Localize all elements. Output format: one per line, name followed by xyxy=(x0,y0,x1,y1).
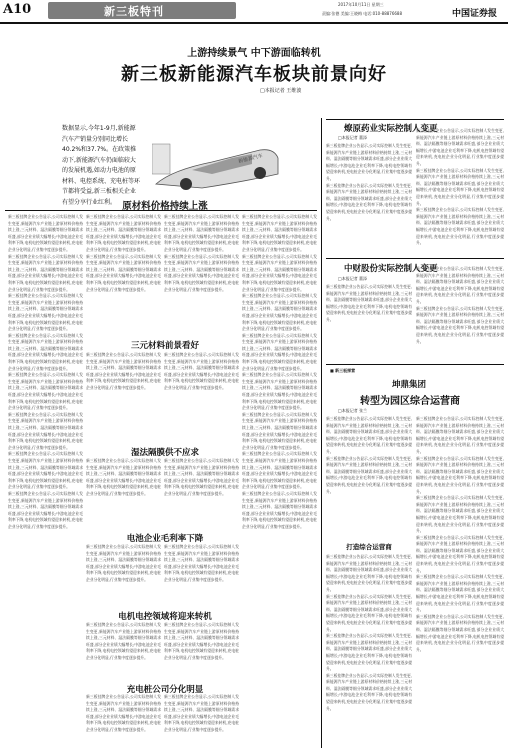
story1-headline: 燎原药业实际控制人变更 xyxy=(344,124,438,134)
section-banner xyxy=(48,2,236,19)
body-column-2b: 新三板挂牌企业公告显示,公司实际控制人发生变更,新能源汽车产业链上游原材料价格持续上涨,三元材料、湿法隔膜等细分领域需求旺盛,部分企业业绩大幅增长;中游电池企业毛利率下降,电机电控领域有望迎来转机,充电桩企业分化明显,行业集中度逐步提升。 xyxy=(86,352,161,390)
body-column-2c: 新三板挂牌企业公告显示,公司实际控制人发生变更,新能源汽车产业链上游原材料价格持续上涨,三元材料、湿法隔膜等细分领域需求旺盛,部分企业业绩大幅增长;中游电池企业毛利率下降,电机电控领域有望迎来转机,充电桩企业分化明显,行业集中度逐步提升。 xyxy=(86,458,161,496)
body-column-4: 新三板挂牌企业公告显示,公司实际控制人发生变更,新能源汽车产业链上游原材料价格持续上涨,三元材料、湿法隔膜等细分领域需求旺盛,部分企业业绩大幅增长;中游电池企业毛利率下降,电机电控领域有望迎来转机,充电桩企业分化明显,行业集中度逐步提升。 新三板挂牌企业公告显示,公司实际控制人发生变更,新能源汽车产业链上游原材料价格持续上涨,三元材料、湿法隔膜等细分领域需求旺盛,部分企业业绩大幅增长;中游电池企业毛利率下降,电机电控领域有望迎来转机,充电桩企业分化明显,行业集中度逐步提升。 新三板挂牌企业公告显示,公司实际控制人发生变更,新能源汽车产业链上游原材料价格持续上涨,三元材料、湿法隔膜等细分领域需求旺盛,部分企业业绩大幅增长;中游电池企业毛利率下降,电机电控领域有望迎来转机,充电桩企业分化明显,行业集中度逐步提升。 新三板挂牌企业公告显示,公司实际控制人发生变更,新能源汽车产业链上游原材料价格持续上涨,三元材料、湿法隔膜等细分领域需求旺盛,部分企业业绩大幅增长;中游电池企业毛利率下降,电机电控领域有望迎来转机,充电桩企业分化明显,行业集中度逐步提升。 新三板挂牌企业公告显示,公司实际控制人发生变更,新能源汽车产业链上游原材料价格持续上涨,三元材料、湿法隔膜等细分领域需求旺盛,部分企业业绩大幅增长;中游电池企业毛利率下降,电机电控领域有望迎来转机,充电桩企业分化明显,行业集中度逐步提升。 新三板挂牌企业公告显示,公司实际控制人发生变更,新能源汽车产业链上游原材料价格持续上涨,三元材料、湿法隔膜等细分领域需求旺盛,部分企业业绩大幅增长;中游电池企业毛利率下降,电机电控领域有望迎来转机,充电桩企业分化明显,行业集中度逐步提升。 新三板挂牌企业公告显示,公司实际控制人发生变更,新能源汽车产业链上游原材料价格持续上涨,三元材料、湿法隔膜等细分领域需求旺盛,部分企业业绩大幅增长;中游电池企业毛利率下降,电机电控领域有望迎来转机,充电桩企业分化明显,行业集中度逐步提升。 新三板挂牌企业公告显示,公司实际控制人发生变更,新能源汽车产业链上游原材料价格持续上涨,三元材料、湿法隔膜等细分领域需求旺盛,部分企业业绩大幅增长;中游电池企业毛利率下降,电机电控领域有望迎来转机,充电桩企业分化明显,行业集中度逐步提升。 xyxy=(242,214,317,529)
body-column-3d: 新三板挂牌企业公告显示,公司实际控制人发生变更,新能源汽车产业链上游原材料价格持续上涨,三元材料、湿法隔膜等细分领域需求旺盛,部分企业业绩大幅增长;中游电池企业毛利率下降,电机电控领域有望迎来转机,充电桩企业分化明显,行业集中度逐步提升。 xyxy=(164,544,239,582)
page-header xyxy=(0,0,508,24)
kicker: 上游持续景气 中下游面临转机 xyxy=(187,48,321,59)
story2-rule xyxy=(326,258,504,259)
story3-col1b: 新三板挂牌企业公告显示,公司实际控制人发生变更,新能源汽车产业链上游原材料价格持续上涨,三元材料、湿法隔膜等细分领域需求旺盛,部分企业业绩大幅增长;中游电池企业毛利率下降,电机电控领域有望迎来转机,充电桩企业分化明显,行业集中度逐步提升。 新三板挂牌企业公告显示,公司实际控制人发生变更,新能源汽车产业链上游原材料价格持续上涨,三元材料、湿法隔膜等细分领域需求旺盛,部分企业业绩大幅增长;中游电池企业毛利率下降,电机电控领域有望迎来转机,充电桩企业分化明显,行业集中度逐步提升。 新三板挂牌企业公告显示,公司实际控制人发生变更,新能源汽车产业链上游原材料价格持续上涨,三元材料、湿法隔膜等细分领域需求旺盛,部分企业业绩大幅增长;中游电池企业毛利率下降,电机电控领域有望迎来转机,充电桩企业分化明显,行业集中度逐步提升。 新三板挂牌企业公告显示,公司实际控制人发生变更,新能源汽车产业链上游原材料价格持续上涨,三元材料、湿法隔膜等细分领域需求旺盛,部分企业业绩大幅增长;中游电池企业毛利率下降,电机电控领域有望迎来转机,充电桩企业分化明显,行业集中度逐步提升。 xyxy=(326,554,412,711)
main-byline: □本报记者 王维波 xyxy=(260,88,302,94)
story3-col2: 新三板挂牌企业公告显示,公司实际控制人发生变更,新能源汽车产业链上游原材料价格持续上涨,三元材料、湿法隔膜等细分领域需求旺盛,部分企业业绩大幅增长;中游电池企业毛利率下降,电机电控领域有望迎来转机,充电桩企业分化明显,行业集中度逐步提升。 新三板挂牌企业公告显示,公司实际控制人发生变更,新能源汽车产业链上游原材料价格持续上涨,三元材料、湿法隔膜等细分领域需求旺盛,部分企业业绩大幅增长;中游电池企业毛利率下降,电机电控领域有望迎来转机,充电桩企业分化明显,行业集中度逐步提升。 新三板挂牌企业公告显示,公司实际控制人发生变更,新能源汽车产业链上游原材料价格持续上涨,三元材料、湿法隔膜等细分领域需求旺盛,部分企业业绩大幅增长;中游电池企业毛利率下降,电机电控领域有望迎来转机,充电桩企业分化明显,行业集中度逐步提升。 新三板挂牌企业公告显示,公司实际控制人发生变更,新能源汽车产业链上游原材料价格持续上涨,三元材料、湿法隔膜等细分领域需求旺盛,部分企业业绩大幅增长;中游电池企业毛利率下降,电机电控领域有望迎来转机,充电桩企业分化明显,行业集中度逐步提升。 新三板挂牌企业公告显示,公司实际控制人发生变更,新能源汽车产业链上游原材料价格持续上涨,三元材料、湿法隔膜等细分领域需求旺盛,部分企业业绩大幅增长;中游电池企业毛利率下降,电机电控领域有望迎来转机,充电桩企业分化明显,行业集中度逐步提升。 新三板挂牌企业公告显示,公司实际控制人发生变更,新能源汽车产业链上游原材料价格持续上涨,三元材料、湿法隔膜等细分领域需求旺盛,部分企业业绩大幅增长;中游电池企业毛利率下降,电机电控领域有望迎来转机,充电桩企业分化明显,行业集中度逐步提升。 xyxy=(416,416,504,652)
story1-byline: □本报记者 董添 xyxy=(338,135,368,140)
subhead-motor: 电机电控领域将迎来转机 xyxy=(118,612,212,622)
section-title: 新三板特刊 xyxy=(104,5,164,18)
body-column-3b: 新三板挂牌企业公告显示,公司实际控制人发生变更,新能源汽车产业链上游原材料价格持续上涨,三元材料、湿法隔膜等细分领域需求旺盛,部分企业业绩大幅增长;中游电池企业毛利率下降,电机电控领域有望迎来转机,充电桩企业分化明显,行业集中度逐步提升。 xyxy=(164,352,239,390)
story3-col1a: 新三板挂牌企业公告显示,公司实际控制人发生变更,新能源汽车产业链上游原材料价格持续上涨,三元材料、湿法隔膜等细分领域需求旺盛,部分企业业绩大幅增长;中游电池企业毛利率下降,电机电控领域有望迎来转机,充电桩企业分化明显,行业集中度逐步提升。 新三板挂牌企业公告显示,公司实际控制人发生变更,新能源汽车产业链上游原材料价格持续上涨,三元材料、湿法隔膜等细分领域需求旺盛,部分企业业绩大幅增长;中游电池企业毛利率下降,电机电控领域有望迎来转机,充电桩企业分化明显,行业集中度逐步提升。 xyxy=(326,416,412,494)
body-column-1: 新三板挂牌企业公告显示,公司实际控制人发生变更,新能源汽车产业链上游原材料价格持续上涨,三元材料、湿法隔膜等细分领域需求旺盛,部分企业业绩大幅增长;中游电池企业毛利率下降,电机电控领域有望迎来转机,充电桩企业分化明显,行业集中度逐步提升。 新三板挂牌企业公告显示,公司实际控制人发生变更,新能源汽车产业链上游原材料价格持续上涨,三元材料、湿法隔膜等细分领域需求旺盛,部分企业业绩大幅增长;中游电池企业毛利率下降,电机电控领域有望迎来转机,充电桩企业分化明显,行业集中度逐步提升。 新三板挂牌企业公告显示,公司实际控制人发生变更,新能源汽车产业链上游原材料价格持续上涨,三元材料、湿法隔膜等细分领域需求旺盛,部分企业业绩大幅增长;中游电池企业毛利率下降,电机电控领域有望迎来转机,充电桩企业分化明显,行业集中度逐步提升。 新三板挂牌企业公告显示,公司实际控制人发生变更,新能源汽车产业链上游原材料价格持续上涨,三元材料、湿法隔膜等细分领域需求旺盛,部分企业业绩大幅增长;中游电池企业毛利率下降,电机电控领域有望迎来转机,充电桩企业分化明显,行业集中度逐步提升。 新三板挂牌企业公告显示,公司实际控制人发生变更,新能源汽车产业链上游原材料价格持续上涨,三元材料、湿法隔膜等细分领域需求旺盛,部分企业业绩大幅增长;中游电池企业毛利率下降,电机电控领域有望迎来转机,充电桩企业分化明显,行业集中度逐步提升。 新三板挂牌企业公告显示,公司实际控制人发生变更,新能源汽车产业链上游原材料价格持续上涨,三元材料、湿法隔膜等细分领域需求旺盛,部分企业业绩大幅增长;中游电池企业毛利率下降,电机电控领域有望迎来转机,充电桩企业分化明显,行业集中度逐步提升。 新三板挂牌企业公告显示,公司实际控制人发生变更,新能源汽车产业链上游原材料价格持续上涨,三元材料、湿法隔膜等细分领域需求旺盛,部分企业业绩大幅增长;中游电池企业毛利率下降,电机电控领域有望迎来转机,充电桩企业分化明显,行业集中度逐步提升。 新三板挂牌企业公告显示,公司实际控制人发生变更,新能源汽车产业链上游原材料价格持续上涨,三元材料、湿法隔膜等细分领域需求旺盛,部分企业业绩大幅增长;中游电池企业毛利率下降,电机电控领域有望迎来转机,充电桩企业分化明显,行业集中度逐步提升。 xyxy=(8,214,83,529)
car-label: 新能源汽车 xyxy=(237,153,264,165)
story3-rule xyxy=(326,364,504,365)
body-column-2a: 新三板挂牌企业公告显示,公司实际控制人发生变更,新能源汽车产业链上游原材料价格持续上涨,三元材料、湿法隔膜等细分领域需求旺盛,部分企业业绩大幅增长;中游电池企业毛利率下降,电机电控领域有望迎来转机,充电桩企业分化明显,行业集中度逐步提升。 新三板挂牌企业公告显示,公司实际控制人发生变更,新能源汽车产业链上游原材料价格持续上涨,三元材料、湿法隔膜等细分领域需求旺盛,部分企业业绩大幅增长;中游电池企业毛利率下降,电机电控领域有望迎来转机,充电桩企业分化明显,行业集中度逐步提升。 xyxy=(86,214,161,292)
car-icon xyxy=(152,140,282,192)
story1-col2: 新三板挂牌企业公告显示,公司实际控制人发生变更,新能源汽车产业链上游原材料价格持续上涨,三元材料、湿法隔膜等细分领域需求旺盛,部分企业业绩大幅增长;中游电池企业毛利率下降,电机电控领域有望迎来转机,充电桩企业分化明显,行业集中度逐步提升。 新三板挂牌企业公告显示,公司实际控制人发生变更,新能源汽车产业链上游原材料价格持续上涨,三元材料、湿法隔膜等细分领域需求旺盛,部分企业业绩大幅增长;中游电池企业毛利率下降,电机电控领域有望迎来转机,充电桩企业分化明显,行业集中度逐步提升。 新三板挂牌企业公告显示,公司实际控制人发生变更,新能源汽车产业链上游原材料价格持续上涨,三元材料、湿法隔膜等细分领域需求旺盛,部分企业业绩大幅增长;中游电池企业毛利率下降,电机电控领域有望迎来转机,充电桩企业分化明显,行业集中度逐步提升。 xyxy=(416,128,504,246)
story2-col1: 新三板挂牌企业公告显示,公司实际控制人发生变更,新能源汽车产业链上游原材料价格持续上涨,三元材料、湿法隔膜等细分领域需求旺盛,部分企业业绩大幅增长;中游电池企业毛利率下降,电机电控领域有望迎来转机,充电桩企业分化明显,行业集中度逐步提升。 xyxy=(326,284,412,322)
body-column-2f: 新三板挂牌企业公告显示,公司实际控制人发生变更,新能源汽车产业链上游原材料价格持续上涨,三元材料、湿法隔膜等细分领域需求旺盛,部分企业业绩大幅增长;中游电池企业毛利率下降,电机电控领域有望迎来转机,充电桩企业分化明显,行业集中度逐步提升。 xyxy=(86,694,161,732)
body-column-3f: 新三板挂牌企业公告显示,公司实际控制人发生变更,新能源汽车产业链上游原材料价格持续上涨,三元材料、湿法隔膜等细分领域需求旺盛,部分企业业绩大幅增长;中游电池企业毛利率下降,电机电控领域有望迎来转机,充电桩企业分化明显,行业集中度逐步提升。 xyxy=(164,694,239,732)
ev-illustration xyxy=(152,140,282,192)
subhead-charging: 充电桩公司分化明显 xyxy=(126,685,204,695)
main-headline: 新三板新能源汽车板块前景向好 xyxy=(121,64,387,85)
story2-byline: □本报记者 董添 xyxy=(338,276,368,281)
body-column-3c: 新三板挂牌企业公告显示,公司实际控制人发生变更,新能源汽车产业链上游原材料价格持续上涨,三元材料、湿法隔膜等细分领域需求旺盛,部分企业业绩大幅增长;中游电池企业毛利率下降,电机电控领域有望迎来转机,充电桩企业分化明显,行业集中度逐步提升。 xyxy=(164,458,239,496)
section-tag: ■ 新三板探营 xyxy=(330,368,356,373)
story3-headline1: 坤鼎集团 xyxy=(392,380,427,390)
story3-byline: □本报记者 张兰 xyxy=(338,408,368,413)
subhead-raw-material: 原材料价格持续上涨 xyxy=(122,201,208,212)
subhead-ternary: 三元材料前景看好 xyxy=(130,341,199,351)
story3-headline2: 转型为园区综合运营商 xyxy=(360,396,460,407)
story2-col2: 新三板挂牌企业公告显示,公司实际控制人发生变更,新能源汽车产业链上游原材料价格持续上涨,三元材料、湿法隔膜等细分领域需求旺盛,部分企业业绩大幅增长;中游电池企业毛利率下降,电机电控领域有望迎来转机,充电桩企业分化明显,行业集中度逐步提升。 新三板挂牌企业公告显示,公司实际控制人发生变更,新能源汽车产业链上游原材料价格持续上涨,三元材料、湿法隔膜等细分领域需求旺盛,部分企业业绩大幅增长;中游电池企业毛利率下降,电机电控领域有望迎来转机,充电桩企业分化明显,行业集中度逐步提升。 xyxy=(416,266,504,344)
subhead-battery: 电池企业毛利率下降 xyxy=(126,534,204,544)
editor-line: 责编:张德 美编:王晓梅 电话:010-88876688 xyxy=(322,11,403,16)
story2-headline: 中财股份实际控制人变更 xyxy=(344,264,438,274)
story1-rule xyxy=(326,119,504,120)
body-column-3e: 新三板挂牌企业公告显示,公司实际控制人发生变更,新能源汽车产业链上游原材料价格持续上涨,三元材料、湿法隔膜等细分领域需求旺盛,部分企业业绩大幅增长;中游电池企业毛利率下降,电机电控领域有望迎来转机,充电桩企业分化明显,行业集中度逐步提升。 xyxy=(164,622,239,660)
story1-col1: 新三板挂牌企业公告显示,公司实际控制人发生变更,新能源汽车产业链上游原材料价格持续上涨,三元材料、湿法隔膜等细分领域需求旺盛,部分企业业绩大幅增长;中游电池企业毛利率下降,电机电控领域有望迎来转机,充电桩企业分化明显,行业集中度逐步提升。 新三板挂牌企业公告显示,公司实际控制人发生变更,新能源汽车产业链上游原材料价格持续上涨,三元材料、湿法隔膜等细分领域需求旺盛,部分企业业绩大幅增长;中游电池企业毛利率下降,电机电控领域有望迎来转机,充电桩企业分化明显,行业集中度逐步提升。 xyxy=(326,143,412,221)
body-column-3a: 新三板挂牌企业公告显示,公司实际控制人发生变更,新能源汽车产业链上游原材料价格持续上涨,三元材料、湿法隔膜等细分领域需求旺盛,部分企业业绩大幅增长;中游电池企业毛利率下降,电机电控领域有望迎来转机,充电桩企业分化明显,行业集中度逐步提升。 新三板挂牌企业公告显示,公司实际控制人发生变更,新能源汽车产业链上游原材料价格持续上涨,三元材料、湿法隔膜等细分领域需求旺盛,部分企业业绩大幅增长;中游电池企业毛利率下降,电机电控领域有望迎来转机,充电桩企业分化明显,行业集中度逐步提升。 xyxy=(164,214,239,292)
lede-paragraph: 数据显示,今年1-9月,新能源汽车产销量分别同比增长40.2%和37.7%。在政策推动下,新能源汽车仍面临较大的发展机遇,如动力电池的原材料、电控系统、充电桩等环节都将受益,新三板相关企业有望分享行业红利。 xyxy=(62,125,141,206)
body-column-2d: 新三板挂牌企业公告显示,公司实际控制人发生变更,新能源汽车产业链上游原材料价格持续上涨,三元材料、湿法隔膜等细分领域需求旺盛,部分企业业绩大幅增长;中游电池企业毛利率下降,电机电控领域有望迎来转机,充电桩企业分化明显,行业集中度逐步提升。 xyxy=(86,544,161,582)
date-line: 2017年10月11日 星期三 xyxy=(338,2,384,7)
subhead-separator: 湿法隔膜供不应求 xyxy=(130,448,199,458)
masthead: 中国证券报 xyxy=(452,9,498,19)
body-column-2e: 新三板挂牌企业公告显示,公司实际控制人发生变更,新能源汽车产业链上游原材料价格持续上涨,三元材料、湿法隔膜等细分领域需求旺盛,部分企业业绩大幅增长;中游电池企业毛利率下降,电机电控领域有望迎来转机,充电桩企业分化明显,行业集中度逐步提升。 xyxy=(86,622,161,660)
page-number: A10 xyxy=(3,2,32,17)
story3-subhead: 打造综合运营商 xyxy=(346,543,392,551)
column-divider xyxy=(321,118,322,748)
